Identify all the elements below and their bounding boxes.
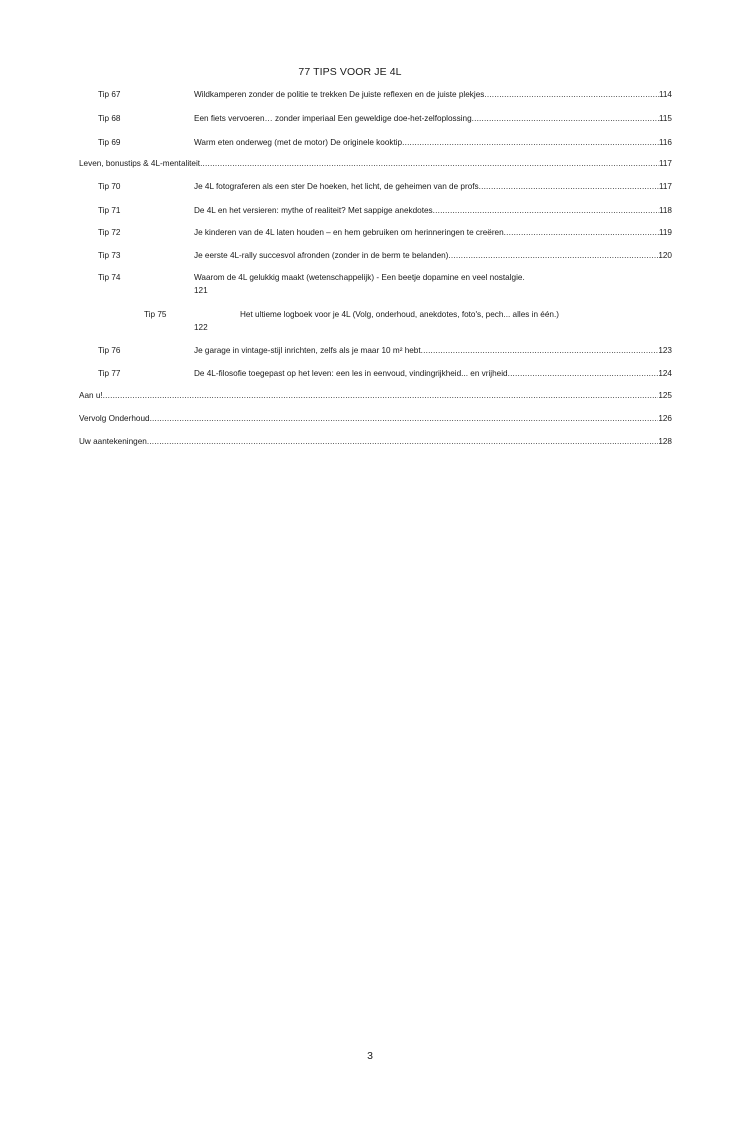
toc-entry-title: Je eerste 4L-rally succesvol afronden (zonder in de berm te belanden)	[194, 251, 449, 260]
toc-entry-page: 117	[658, 159, 672, 168]
toc-section-vervolg-onderhoud[interactable]	[79, 414, 672, 423]
toc-section-aan-u[interactable]	[79, 391, 672, 400]
toc-entry-title: Je garage in vintage-stijl inrichten, zelfs als je maar 10 m² hebt	[194, 346, 421, 355]
toc-entry-title: Waarom de 4L gelukkig maakt (wetenschappelijk) - Een beetje dopamine en veel nostalgie.	[194, 273, 525, 282]
toc-dot-leader	[421, 346, 659, 355]
toc-entry-number: Tip 72	[98, 228, 121, 237]
toc-entry-number: Tip 67	[98, 90, 121, 99]
toc-entry-page: 120	[658, 251, 672, 260]
toc-entry-number: Tip 73	[98, 251, 121, 260]
toc-dot-leader	[200, 159, 659, 168]
toc-entry-page: 125	[658, 391, 672, 400]
toc-entry-title: Je kinderen van de 4L laten houden – en hem gebruiken om herinneringen te creëren	[194, 228, 504, 237]
toc-entry-tip-71[interactable]	[98, 206, 672, 215]
toc-entry-number: Tip 77	[98, 369, 121, 378]
toc-entry-number: Tip 69	[98, 138, 121, 147]
toc-dot-leader	[433, 206, 659, 215]
toc-entry-tip-70[interactable]	[98, 182, 672, 191]
toc-entry-title: De 4L en het versieren: mythe of realiteit? Met sappige anekdotes	[194, 206, 433, 215]
toc-dot-leader	[402, 138, 659, 147]
toc-dot-leader	[508, 369, 659, 378]
toc-entry-title: Het ultieme logboek voor je 4L (Volg, onderhoud, anekdotes, foto's, pech... alles in één.)	[240, 310, 559, 319]
toc-entry-number: Tip 74	[98, 273, 121, 282]
toc-dot-leader	[448, 251, 658, 260]
toc-entry-page: 124	[658, 369, 672, 378]
toc-entry-page: 115	[658, 114, 672, 123]
toc-entry-tip-76[interactable]	[98, 346, 672, 355]
toc-section-uw-aantekeningen[interactable]	[79, 437, 672, 446]
toc-dot-leader	[103, 391, 659, 400]
page-header-title: 77 TIPS VOOR JE 4L	[298, 66, 402, 78]
toc-entry-page: 118	[658, 206, 672, 215]
toc-dot-leader	[147, 437, 659, 446]
toc-entry-title: De 4L-filosofie toegepast op het leven: een les in eenvoud, vindingrijkheid... en vrijheid	[194, 369, 508, 378]
toc-entry-page: 121	[194, 286, 208, 295]
toc-entry-tip-69[interactable]	[98, 138, 672, 147]
toc-entry-title: Een fiets vervoeren… zonder imperiaal Een geweldige doe-het-zelfoplossing	[194, 114, 472, 123]
toc-entry-page: 123	[658, 346, 672, 355]
toc-entry-page: 114	[658, 90, 672, 99]
toc-dot-leader	[504, 228, 659, 237]
toc-entry-number: Tip 70	[98, 182, 121, 191]
toc-section-title: Uw aantekeningen	[79, 437, 147, 446]
toc-entry-page: 122	[194, 323, 208, 332]
toc-dot-leader	[472, 114, 659, 123]
toc-entry-number: Tip 75	[144, 310, 167, 319]
toc-entry-tip-73[interactable]	[98, 251, 672, 260]
toc-section-title: Aan u!	[79, 391, 103, 400]
toc-entry-page: 119	[658, 228, 672, 237]
toc-entry-page: 128	[658, 437, 672, 446]
toc-section-title: Vervolg Onderhoud	[79, 414, 150, 423]
toc-entry-tip-75[interactable]	[144, 310, 672, 336]
toc-entry-tip-74[interactable]	[98, 273, 672, 299]
toc-entry-page: 126	[658, 414, 672, 423]
toc-entry-page: 117	[658, 182, 672, 191]
toc-entry-title: Wildkamperen zonder de politie te trekken De juiste reflexen en de juiste plekjes	[194, 90, 485, 99]
toc-entry-page: 116	[658, 138, 672, 147]
toc-entry-tip-68[interactable]	[98, 114, 672, 123]
toc-dot-leader	[484, 90, 659, 99]
toc-entry-tip-67[interactable]	[98, 90, 672, 99]
toc-entry-number: Tip 71	[98, 206, 121, 215]
toc-entry-number: Tip 76	[98, 346, 121, 355]
toc-section-title: Leven, bonustips & 4L-mentaliteit	[79, 159, 201, 168]
toc-entry-number: Tip 68	[98, 114, 121, 123]
toc-section-leven[interactable]	[79, 159, 672, 168]
page-number: 3	[367, 1050, 373, 1062]
toc-entry-tip-77[interactable]	[98, 369, 672, 378]
toc-dot-leader	[150, 414, 659, 423]
toc-dot-leader	[479, 182, 659, 191]
toc-entry-tip-72[interactable]	[98, 228, 672, 237]
toc-entry-title: Warm eten onderweg (met de motor) De originele kooktip	[194, 138, 403, 147]
toc-entry-title: Je 4L fotograferen als een ster De hoeken, het licht, de geheimen van de profs	[194, 182, 479, 191]
